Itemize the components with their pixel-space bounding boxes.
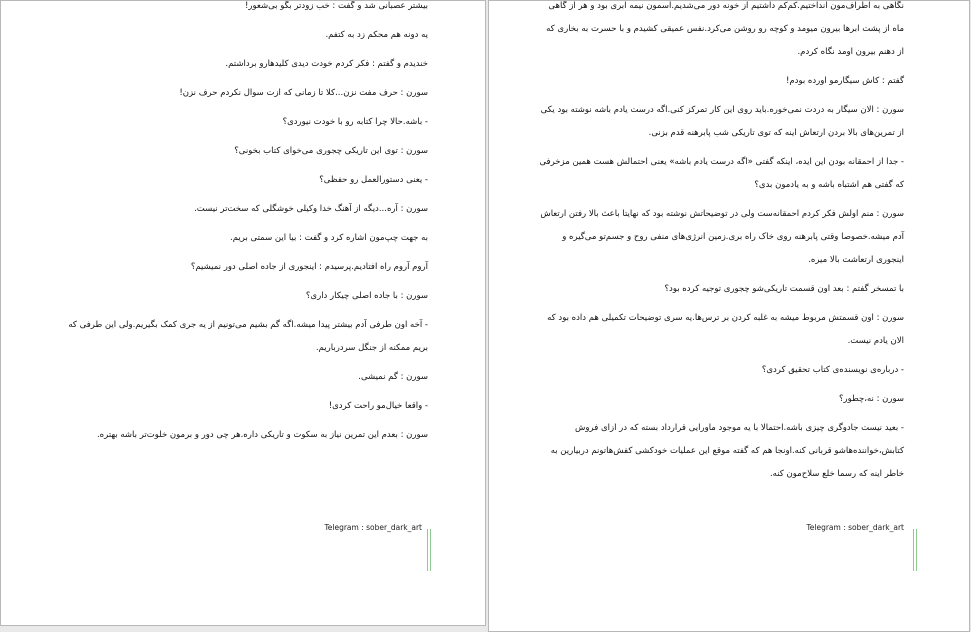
document-page-right <box>488 0 970 632</box>
page-footer: Telegram : sober_dark_art <box>324 523 422 532</box>
paragraph: - باشه.حالا چرا کتابه رو با خودت نیوردی؟ <box>282 117 428 127</box>
paragraph: - واقعا خیال‌مو راحت کردی! <box>328 401 428 411</box>
paragraph: - بعید نیست جادوگری چیزی باشه.احتمالا با یه موجود ماورایی قرارداد بسته که در ازای فروش کتابش،خواننده‌هاشو قربانی کنه.اونجا هم که گفته موقع این عملیات خودکشی کفش‌هاتونم دربیارین به خاطر اینه که رسما خلع سلاح‌مون کنه. <box>550 423 904 479</box>
paragraph: سورن : اون قسمتش مربوط میشه به غلبه کردن بر ترس‌ها.یه سری توضیحات تکمیلی هم داده بود که الان یادم نیست. <box>547 313 904 346</box>
document-page-left <box>0 0 486 626</box>
paragraph: یه دونه هم محکم زد به کتفم. <box>325 30 428 40</box>
page-text <box>539 1 904 492</box>
paragraph: سورن : با جاده اصلی چیکار داری؟ <box>305 291 428 301</box>
paragraph: نگاهی به اطراف‌مون انداختیم.کم‌کم داشتیم از خونه دور می‌شدیم.آسمون نیمه ابری بود و هر از گاهی ماه از پشت ابرها بیرون میومد و کوچه رو روشن می‌کرد.نفس عمیقی کشیدم و با حسرت به بخاری که از دهنم بیرون اومد نگاه کردم. <box>546 1 904 57</box>
paragraph: - جدا از احمقانه بودن این ایده، اینکه گفتی «اگه درست یادم باشه» یعنی احتمالش هست همین مزخرفی که گفتی هم اشتباه باشه و به یادمون بدی؟ <box>539 157 904 190</box>
page-footer: Telegram : sober_dark_art <box>806 523 904 532</box>
paragraph: سورن : آره...دیگه از آهنگ خدا وکیلی خوشگلی که سخت‌تر نیست. <box>194 204 428 214</box>
page-text <box>51 1 428 453</box>
paragraph: - آخه اون طرفی آدم بیشتر پیدا میشه.اگه گم بشیم می‌تونیم از یه جری کمک بگیریم.ولی این طرفی که بریم ممکنه از جنگل سردرباریم. <box>68 320 428 353</box>
paragraph: آروم آروم راه افتادیم.پرسیدم : اینجوری از جاده اصلی دور نمیشیم؟ <box>190 262 428 272</box>
footer-rule <box>427 529 431 571</box>
paragraph: سورن : الان سیگار به دردت نمی‌خوره.باید روی این کار تمرکز کنی.اگه درست یادم باشه نوشته بود یکی از تمرین‌های بالا بردن ارتعاش اینه که توی تاریکی شب پابرهنه قدم بزنی. <box>540 105 904 138</box>
paragraph: خندیدم و گفتم : فکر کردم خودت دیدی کلیدهارو برداشتم. <box>225 59 428 69</box>
paragraph: سورن : نه،چطور؟ <box>838 394 904 404</box>
paragraph: سورن : گم نمیشی. <box>358 372 428 382</box>
paragraph: سورن : منم اولش فکر کردم احمقانه‌ست ولی در توضیحاتش نوشته بود که نهایتا باعث بالا رفتن ارتعاش آدم میشه.خصوصا وقتی پابرهنه روی خاک راه بری.زمین انرژی‌های منفی روح و جسم‌تو می‌گیره و اینجوری ارتعاشت بالا میره. <box>540 209 904 265</box>
paragraph: - یعنی دستورالعمل رو حفظی؟ <box>319 175 428 185</box>
paragraph: سورن : بعدم این تمرین نیاز به سکوت و تاریکی داره.هر چی دور و برمون خلوت‌تر باشه بهتره. <box>96 430 428 440</box>
footer-rule <box>913 529 917 571</box>
paragraph: گفتم : کاش سیگارمو اورده بودم! <box>786 76 904 86</box>
paragraph: - درباره‌ی نویسنده‌ی کتاب تحقیق کردی؟ <box>761 365 904 375</box>
paragraph: بیشتر عصبانی شد و گفت : خب زودتر بگو بی‌شعور! <box>244 1 428 11</box>
paragraph: به جهت چپ‌مون اشاره کرد و گفت : بیا این سمتی بریم. <box>230 233 428 243</box>
paragraph: سورن : حرف مفت نزن...کلا تا زمانی که ازت سوال نکردم حرف نزن! <box>179 88 428 98</box>
paragraph: سورن : توی این تاریکی چجوری می‌خوای کتاب بخونی؟ <box>234 146 428 156</box>
paragraph: با تمسخر گفتم : بعد اون قسمت تاریکی‌شو چجوری توجیه کرده بود؟ <box>664 284 904 294</box>
